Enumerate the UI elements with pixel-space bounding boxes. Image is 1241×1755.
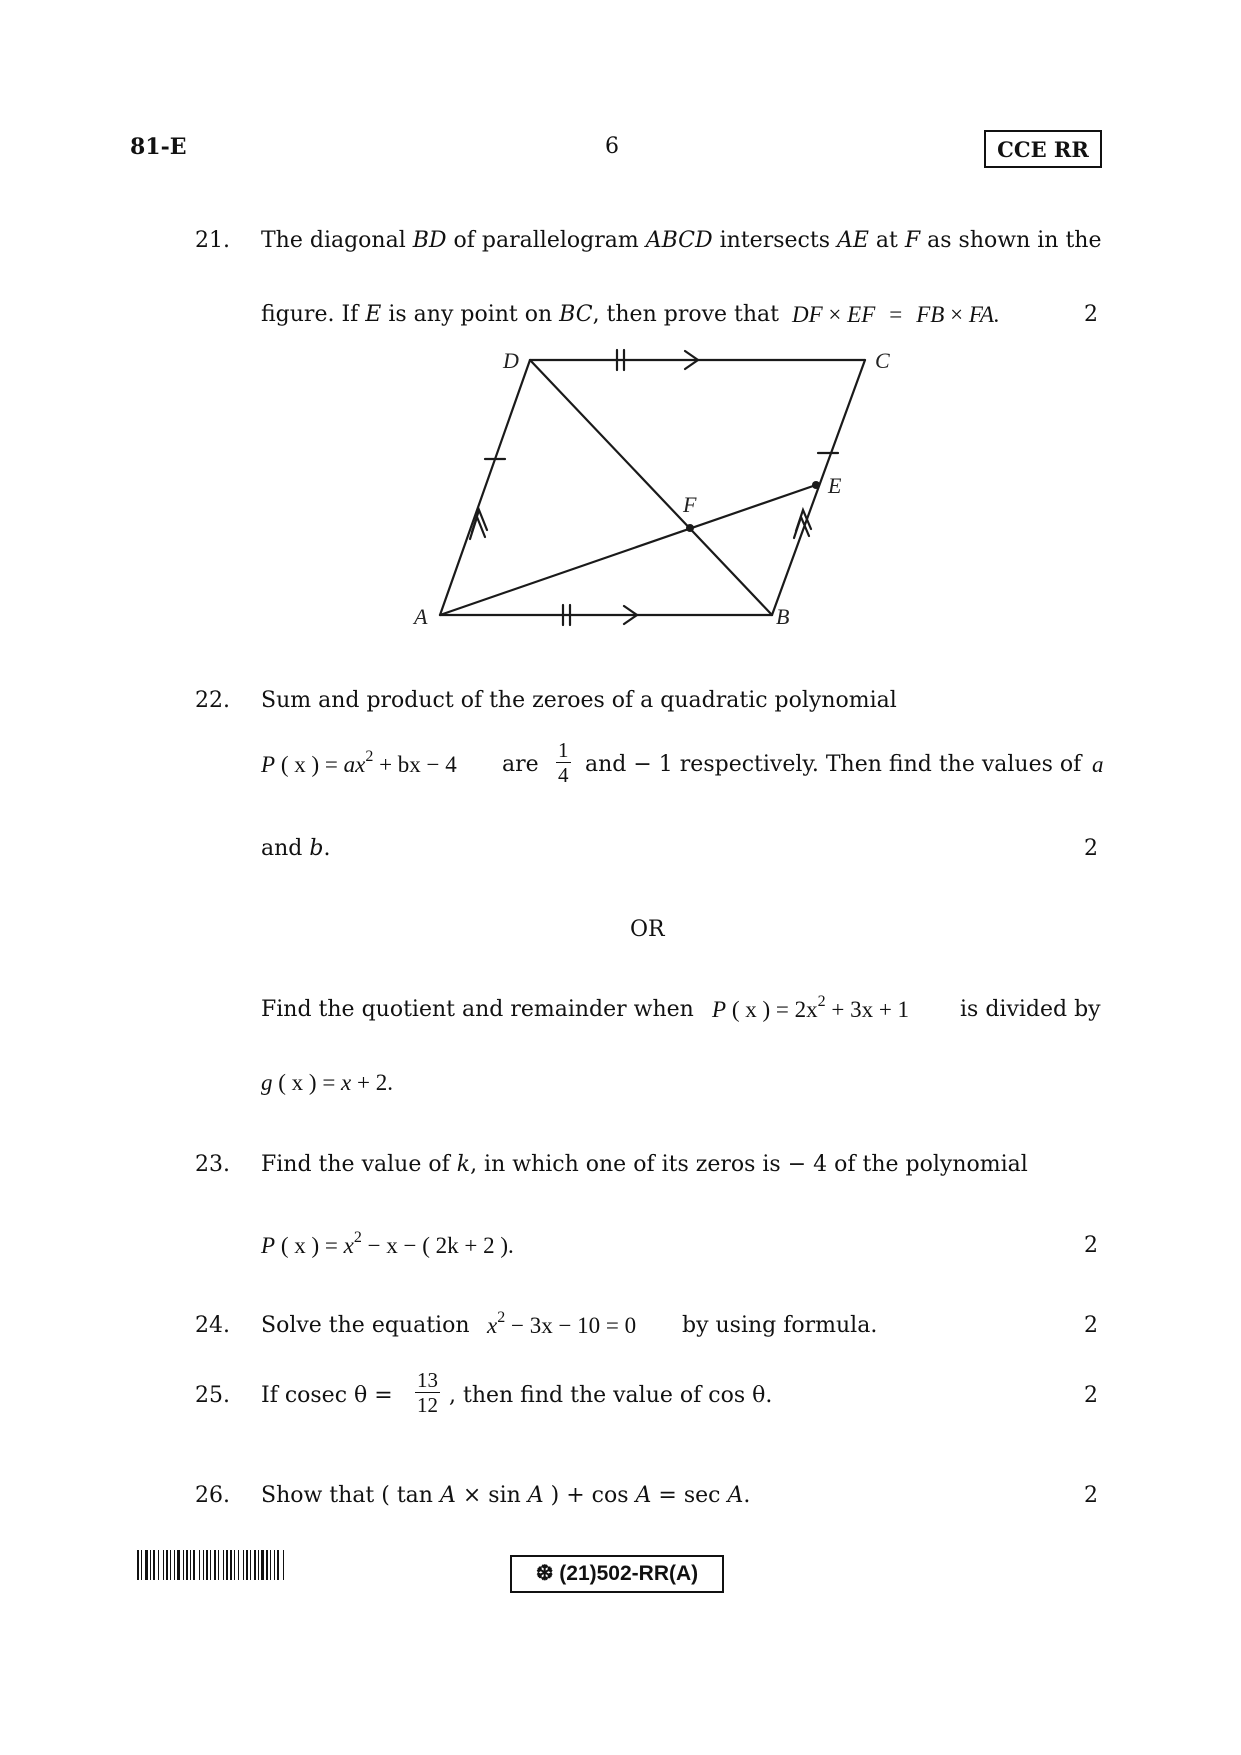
q22-var-a: a <box>1092 752 1104 777</box>
barcode-bar <box>206 1550 208 1580</box>
barcode-bar <box>218 1550 219 1580</box>
q22-alt-g: g <box>261 1070 273 1095</box>
barcode-bar <box>153 1550 155 1580</box>
q26-text-part: . <box>743 1483 751 1508</box>
q23-arg: ( x ) = <box>275 1233 344 1258</box>
q21-f: F <box>904 228 921 253</box>
q21-bd: BD <box>412 228 447 253</box>
q22-exp: 2 <box>365 748 374 765</box>
q22-are: are <box>502 752 539 777</box>
q23-line1 <box>261 1152 1028 1177</box>
q22-alt-arg: ( x ) = <box>726 997 795 1022</box>
barcode-bar <box>166 1550 168 1580</box>
barcode-bar <box>261 1550 264 1580</box>
q26-text-part: = sec <box>651 1483 728 1508</box>
q21-text: , then prove that <box>592 302 779 327</box>
q22-frac-num: 1 <box>558 738 569 762</box>
q21-text: intersects <box>712 228 837 253</box>
q21-e: E <box>365 302 382 327</box>
q23-rest: − x − ( 2k + 2 ). <box>361 1233 514 1258</box>
q26-a: A <box>527 1483 544 1508</box>
barcode-bar <box>234 1550 235 1580</box>
diagonal-bd <box>530 360 772 615</box>
q22-fraction <box>552 738 575 787</box>
q21-text: The diagonal <box>261 228 413 253</box>
label-c: C <box>875 348 890 373</box>
barcode-bar <box>230 1550 232 1580</box>
barcode-bar <box>158 1550 159 1580</box>
barcode-bar <box>183 1550 184 1580</box>
q21-ae: AE <box>836 228 869 253</box>
q22-alt-exp: 2 <box>817 993 826 1010</box>
q21-eq-fb: FB <box>916 302 945 327</box>
q24-marks: 2 <box>1084 1313 1098 1338</box>
paper-code: 81-E <box>130 134 187 160</box>
q21-line2 <box>261 302 779 327</box>
q25-number: 25. <box>195 1383 230 1408</box>
q26-a: A <box>727 1483 744 1508</box>
point-f <box>686 524 694 532</box>
footer-code-text: ❆ (21)502-RR(A) <box>535 1562 699 1585</box>
q23-p: P <box>261 1233 276 1258</box>
barcode-bar <box>238 1550 239 1580</box>
q22-alt-rest: + 3x + 1 <box>825 997 910 1022</box>
q23-text: Find the value of <box>261 1152 457 1177</box>
q22-or: OR <box>630 917 665 942</box>
label-a: A <box>414 604 428 629</box>
q24-text-b: by using formula. <box>682 1313 878 1338</box>
q25-fraction <box>411 1368 444 1417</box>
q22-alt-line1-a: Find the quotient and remainder when <box>261 997 694 1022</box>
barcode-bar <box>226 1550 228 1580</box>
q22-alt-p: P <box>712 997 727 1022</box>
q21-text: figure. If <box>261 302 366 327</box>
label-f: F <box>683 492 697 517</box>
q23-text: , in which one of its zeros is − 4 of the polynomial <box>470 1152 1028 1177</box>
label-d: D <box>503 348 519 373</box>
q25-text-rest: , then find the value of cos θ. <box>449 1383 773 1408</box>
q22-line3 <box>261 836 330 861</box>
barcode-bar <box>145 1550 148 1580</box>
segment-ae <box>440 485 816 615</box>
label-e: E <box>828 473 842 498</box>
q22-alt-g-rest: ( x ) = <box>272 1070 342 1095</box>
q22-line1: Sum and product of the zeroes of a quadratic polynomial <box>261 688 897 713</box>
q23-x: x <box>343 1233 354 1258</box>
q21-eq-times: × <box>822 302 848 327</box>
q25-frac-num: 13 <box>417 1368 438 1392</box>
q21-bc: BC <box>559 302 593 327</box>
barcode-bar <box>254 1550 256 1580</box>
q22-marks: 2 <box>1084 836 1098 861</box>
parallelogram-figure <box>400 340 920 640</box>
barcode-bar <box>203 1550 204 1580</box>
footer-code-box <box>510 1555 724 1593</box>
q21-text: of parallelogram <box>446 228 646 253</box>
q23-exp: 2 <box>353 1229 362 1246</box>
series-box-text: CCE RR <box>997 137 1089 162</box>
q23-k: k <box>456 1152 471 1177</box>
q21-line1 <box>261 228 1101 253</box>
barcode-bar <box>174 1550 175 1580</box>
barcode-bar <box>163 1550 164 1580</box>
point-e <box>812 481 820 489</box>
barcode-bar <box>258 1550 259 1580</box>
barcode-bar <box>250 1550 251 1580</box>
q21-eq-times: × <box>944 302 969 327</box>
q21-text: is any point on <box>381 302 560 327</box>
q22-text: . <box>323 836 331 861</box>
q24-equation <box>487 1309 637 1339</box>
barcode-bar <box>150 1550 151 1580</box>
q26-marks: 2 <box>1084 1483 1098 1508</box>
q25-marks: 2 <box>1084 1383 1098 1408</box>
q21-text: as shown in the <box>920 228 1102 253</box>
barcode-bar <box>141 1550 142 1580</box>
barcode-bar <box>246 1550 248 1580</box>
barcode-bar <box>270 1550 271 1580</box>
label-b: B <box>776 604 790 629</box>
side-ad <box>440 360 530 615</box>
q26-a: A <box>439 1483 456 1508</box>
q21-marks: 2 <box>1084 302 1098 327</box>
q26-text-part: Show that ( tan <box>261 1483 440 1508</box>
barcode-bar <box>137 1550 139 1580</box>
barcode-bar <box>193 1550 195 1580</box>
q26-number: 26. <box>195 1483 230 1508</box>
q22-alt-line1-b: is divided by <box>960 997 1101 1022</box>
barcode-bar <box>199 1550 200 1580</box>
q22-alt-x: x <box>341 1070 352 1095</box>
q22-rest: + bx − 4 <box>373 752 457 777</box>
q23-marks: 2 <box>1084 1233 1098 1258</box>
q22-alt-line2 <box>261 1070 393 1096</box>
barcode-bar <box>190 1550 191 1580</box>
barcode-bar <box>283 1550 284 1580</box>
q22-b: b <box>309 836 324 861</box>
q21-text: at <box>868 228 905 253</box>
barcode-bar <box>210 1550 211 1580</box>
q24-exp: 2 <box>497 1309 506 1326</box>
q23-number: 23. <box>195 1152 230 1177</box>
q24-number: 24. <box>195 1313 230 1338</box>
q21-eq-ef: EF <box>847 302 876 327</box>
q22-polynomial <box>261 748 457 778</box>
barcode <box>137 1550 367 1580</box>
series-box <box>984 130 1102 168</box>
barcode-bar <box>274 1550 275 1580</box>
q25-frac-den: 12 <box>417 1393 438 1417</box>
q23-polynomial <box>261 1229 514 1259</box>
q21-equation <box>792 302 1000 328</box>
barcode-bar <box>214 1550 216 1580</box>
q22-alt-coef: 2x <box>794 997 818 1022</box>
q21-number: 21. <box>195 228 230 253</box>
q21-eq-fa: FA. <box>968 302 1000 327</box>
barcode-bar <box>266 1550 268 1580</box>
q25-text-if: If cosec θ = <box>261 1383 393 1408</box>
q22-alt-tail: + 2. <box>351 1070 393 1095</box>
q21-eq-equals: = <box>889 302 903 327</box>
q21-abcd: ABCD <box>645 228 713 253</box>
barcode-bar <box>186 1550 188 1580</box>
q24-x: x <box>487 1313 498 1338</box>
barcode-bar <box>170 1550 171 1580</box>
q26-text-part: ) + cos <box>543 1483 636 1508</box>
barcode-bar <box>177 1550 180 1580</box>
q26-text-part: × sin <box>455 1483 528 1508</box>
q26-a: A <box>635 1483 652 1508</box>
q26-text <box>261 1483 750 1508</box>
q22-arg: ( x ) = <box>275 752 344 777</box>
q24-rest: − 3x − 10 = 0 <box>505 1313 637 1338</box>
q22-frac-den: 4 <box>558 763 569 787</box>
barcode-bar <box>277 1550 279 1580</box>
barcode-bar <box>223 1550 224 1580</box>
q22-p: P <box>261 752 276 777</box>
barcode-bar <box>243 1550 244 1580</box>
q22-alt-polynomial <box>712 993 910 1023</box>
page-number: 6 <box>605 134 619 159</box>
q22-ax: ax <box>343 752 366 777</box>
q22-text: and <box>261 836 310 861</box>
q24-text-a: Solve the equation <box>261 1313 470 1338</box>
q21-eq-df: DF <box>792 302 823 327</box>
q22-number: 22. <box>195 688 230 713</box>
q22-mid-text: and − 1 respectively. Then find the values of <box>585 752 1082 777</box>
